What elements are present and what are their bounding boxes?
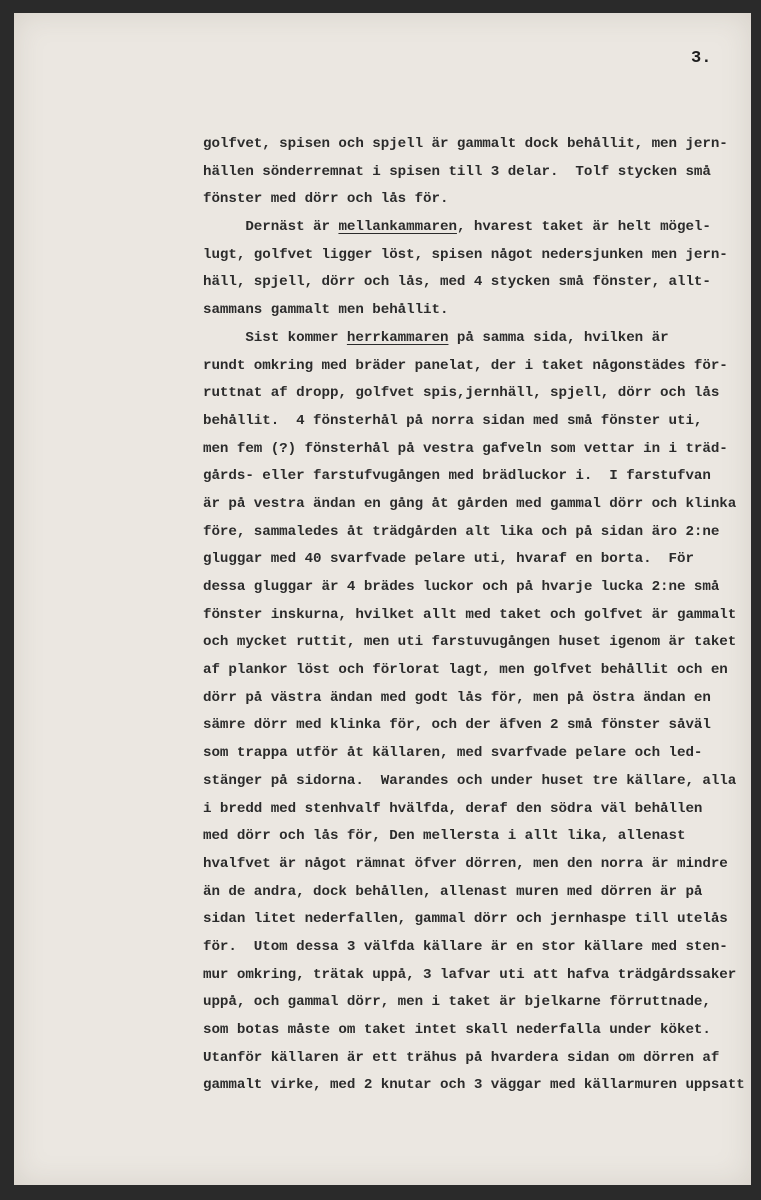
text-line: af plankor löst och förlorat lagt, men golfvet behållit och en — [203, 662, 728, 679]
text-line: uppå, och gammal dörr, men i taket är bjelkarne förruttnade, — [203, 994, 711, 1011]
text-line: häll, spjell, dörr och lås, med 4 stycken små fönster, allt- — [203, 274, 711, 291]
text-line: dessa gluggar är 4 brädes luckor och på hvarje lucka 2:ne små — [203, 579, 720, 595]
text-line: hvalfvet är något rämnat öfver dörren, men den norra är mindre — [203, 855, 728, 872]
text-line: gammalt virke, med 2 knutar och 3 väggar med källarmuren uppsatt — [203, 1077, 745, 1094]
text-line: Dernäst är mellankammaren, hvarest taket är helt mögel- — [203, 219, 711, 236]
text-line: mur omkring, trätak uppå, 3 lafvar uti att hafva trädgårdssaker — [203, 966, 737, 983]
text-line: är på vestra ändan en gång åt gården med gammal dörr och klinka — [203, 495, 737, 512]
text-line: gårds- eller farstufvugången med brädluckor i. I farstufvan — [203, 468, 711, 485]
text-line: i bredd med stenhvalf hvälfda, deraf den södra väl behållen — [203, 800, 703, 817]
text-line: med dörr och lås för, Den mellersta i allt lika, allenast — [203, 828, 686, 845]
document-page — [14, 13, 751, 1185]
text-line: hällen sönderremnat i spisen till 3 delar. Tolf stycken små — [203, 163, 711, 180]
text-line: sämre dörr med klinka för, och der äfven 2 små fönster såväl — [203, 717, 711, 734]
text-line: sidan litet nederfallen, gammal dörr och jernhaspe till utelås — [203, 911, 728, 928]
text-line: för. Utom dessa 3 välfda källare är en stor källare med sten- — [203, 938, 728, 955]
text-line: som trappa utför åt källaren, med svarfvade pelare och led- — [203, 745, 703, 762]
text-line: sammans gammalt men behållit. — [203, 302, 449, 319]
text-line: än de andra, dock behållen, allenast muren med dörren är på — [203, 883, 703, 900]
underlined-room-name: herrkammaren — [346, 329, 449, 346]
text-line: rundt omkring med bräder panelat, der i taket någonstädes för- — [203, 357, 728, 374]
text-line: ruttnat af dropp, golfvet spis,jernhäll, spjell, dörr och lås — [203, 385, 720, 402]
text-line: golfvet, spisen och spjell är gammalt dock behållit, men jern- — [203, 136, 728, 152]
text-line: Sist kommer herrkammaren på samma sida, hvilken är — [203, 329, 669, 346]
text-line: stänger på sidorna. Warandes och under huset tre källare, alla — [203, 772, 737, 789]
text-line: gluggar med 40 svarfvade pelare uti, hvaraf en borta. För — [203, 551, 694, 568]
text-line: före, sammaledes åt trädgården alt lika och på sidan äro 2:ne — [203, 523, 720, 540]
text-line: Utanför källaren är ett trähus på hvardera sidan om dörren af — [203, 1049, 720, 1066]
text-line: lugt, golfvet ligger löst, spisen något nedersjunken men jern- — [203, 246, 728, 263]
text-line: fönster inskurna, hvilket allt med taket och golfvet är gammalt — [203, 606, 737, 623]
body-text — [203, 131, 761, 1100]
text-line: men fem (?) fönsterhål på vestra gafveln som vettar in i träd- — [203, 440, 728, 457]
text-line: dörr på västra ändan med godt lås för, men på östra ändan en — [203, 689, 711, 706]
underlined-room-name: mellankammaren — [338, 219, 457, 236]
text-line: fönster med dörr och lås för. — [203, 191, 449, 208]
text-line: och mycket ruttit, men uti farstuvugången huset igenom är taket — [203, 634, 737, 651]
page-number: 3. — [691, 49, 712, 68]
text-line: behållit. 4 fönsterhål på norra sidan med små fönster uti, — [203, 412, 703, 429]
text-line: som botas måste om taket intet skall nederfalla under köket. — [203, 1022, 711, 1038]
